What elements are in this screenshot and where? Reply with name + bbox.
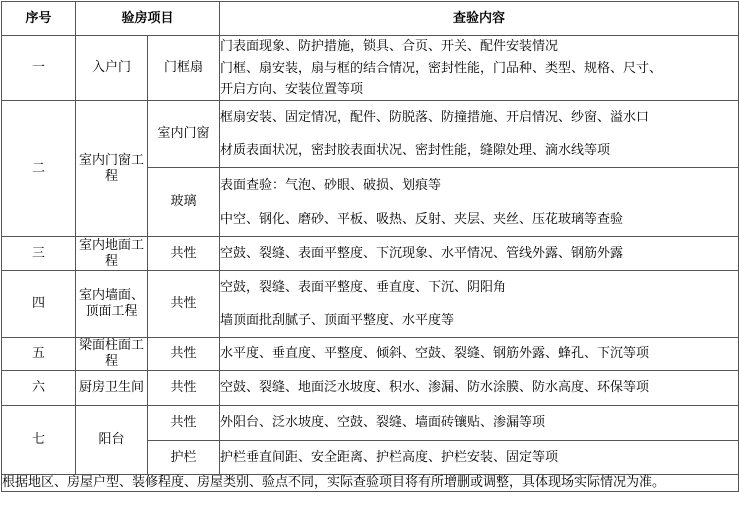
- row-subcategory: 护栏: [148, 441, 220, 475]
- footnote-row: [2, 475, 739, 492]
- row-num: 六: [2, 371, 76, 406]
- table-row: [2, 338, 739, 371]
- row-subcategory: 共性: [148, 371, 220, 406]
- row-num: 五: [2, 338, 76, 371]
- header-content: 查验内容: [220, 2, 739, 36]
- row-category: 阳台: [76, 406, 148, 475]
- row-category: 室内地面工程: [76, 237, 148, 271]
- content-line: 表面查验：气泡、砂眼、破损、划痕等: [220, 177, 442, 193]
- table-row: [2, 36, 739, 101]
- row-category: 入户门: [76, 36, 148, 101]
- row-subcategory: 门框扇: [148, 36, 220, 101]
- row-subcategory: 共性: [148, 338, 220, 371]
- row-category: 梁面柱面工程: [76, 338, 148, 371]
- content-line: 空鼓、裂缝、表面平整度、下沉现象、水平情况、管线外露、钢筋外露: [220, 245, 624, 261]
- row-subcategory: 共性: [148, 237, 220, 271]
- row-num: 一: [2, 36, 76, 101]
- content-line: 水平度、垂直度、平整度、倾斜、空鼓、裂缝、钢筋外露、蜂孔、下沉等项: [220, 346, 650, 361]
- header-item: 验房项目: [76, 2, 220, 36]
- row-subcategory: 共性: [148, 271, 220, 338]
- row-num: 七: [2, 406, 76, 475]
- footnote: 根据地区、房屋户型、装修程度、房屋类别、验点不同，实际查验项目将有所增删或调整，具体现场实际情况为准。: [2, 475, 739, 492]
- row-category: 室内门窗工程: [76, 101, 148, 237]
- content-line: 框扇安装、固定情况，配件、防脱落、防撞措施、开启情况、纱窗、溢水口: [220, 110, 650, 125]
- row-num: 四: [2, 271, 76, 338]
- row-content: [220, 36, 739, 101]
- inspection-table: [1, 1, 739, 492]
- row-num: 二: [2, 101, 76, 237]
- content-line: 护栏垂直间距、安全距离、护栏高度、护栏安装、固定等项: [220, 449, 559, 465]
- content-line: 中空、钢化、磨砂、平板、吸热、反射、夹层、夹丝、压花玻璃等查验: [220, 211, 624, 227]
- table-row: [2, 406, 739, 441]
- row-content: [220, 371, 739, 406]
- table-row: [2, 271, 739, 338]
- content-line: 墙顶面批刮腻子、顶面平整度、水平度等: [220, 312, 455, 328]
- row-category: 室内墙面、顶面工程: [76, 271, 148, 338]
- table-row: [2, 101, 739, 168]
- content-line: 门框、扇安装，扇与框的结合情况，密封性能，门品种、类型、规格、尺寸、: [220, 60, 663, 76]
- row-num: 三: [2, 237, 76, 271]
- content-line: 门表面现象、防护措施，锁具、合页、开关、配件安装情况: [220, 39, 559, 54]
- row-category: 厨房卫生间: [76, 371, 148, 406]
- content-line: 材质表面状况，密封胶表面状况、密封性能，缝隙处理、滴水线等项: [220, 143, 611, 158]
- header-row: [2, 2, 739, 36]
- row-content: [220, 338, 739, 371]
- row-content: [220, 406, 739, 441]
- content-line: 外阳台、泛水坡度、空鼓、裂缝、墙面砖镶贴、渗漏等项: [220, 415, 546, 430]
- row-content: [220, 271, 739, 338]
- header-num: 序号: [2, 2, 76, 36]
- row-content: [220, 168, 739, 237]
- content-line: 空鼓、裂缝、地面泛水坡度、积水、渗漏、防水涂膜、防水高度、环保等项: [220, 380, 650, 395]
- row-subcategory: 共性: [148, 406, 220, 441]
- row-content: [220, 101, 739, 168]
- row-subcategory: 玻璃: [148, 168, 220, 237]
- content-line: 开启方向、安装位置等项: [220, 81, 364, 97]
- row-subcategory: 室内门窗: [148, 101, 220, 168]
- table-row: [2, 371, 739, 406]
- table-row: [2, 237, 739, 271]
- row-content: [220, 237, 739, 271]
- row-content: [220, 441, 739, 475]
- content-line: 空鼓，裂缝、表面平整度、垂直度、下沉、阴阳角: [220, 279, 507, 295]
